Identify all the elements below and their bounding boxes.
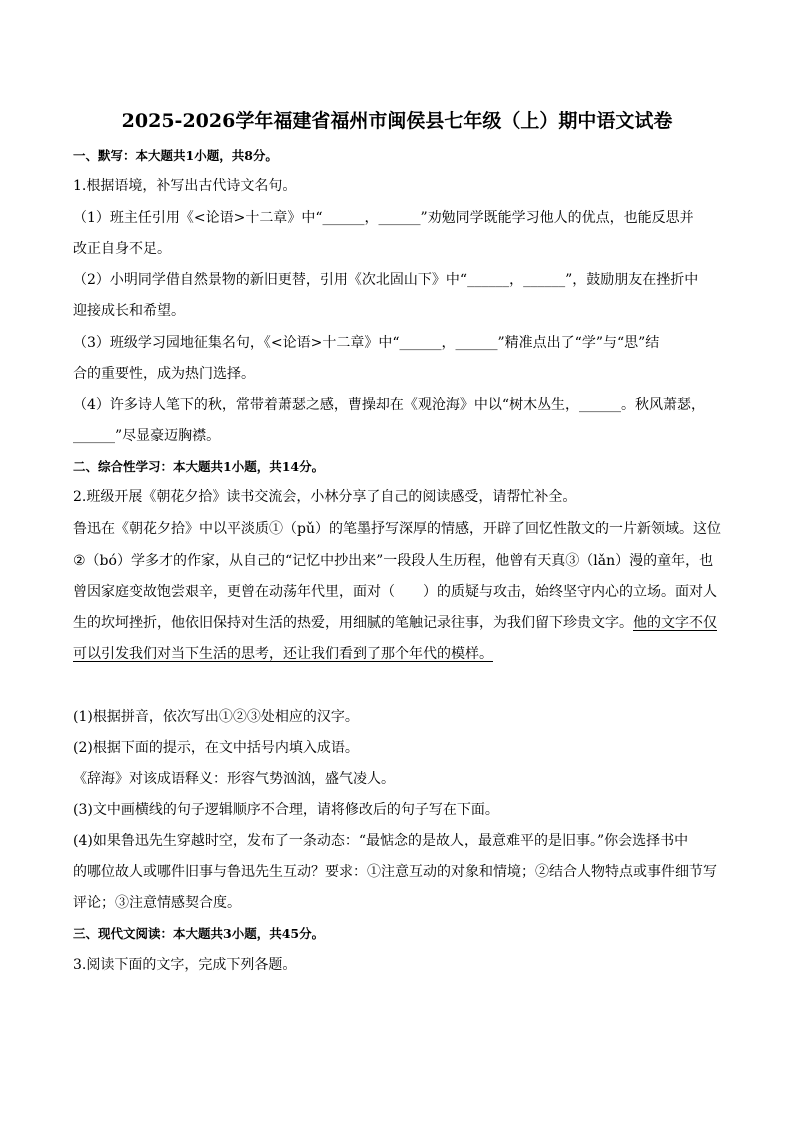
sub-question: (1)根据拼音，依次写出①②③处相应的汉字。 [73,709,359,725]
sub-question: 《辞海》对该成语释义：形容气势汹汹，盛气凌人。 [73,771,395,787]
passage-text: 曾因家庭变故饱尝艰辛，更曾在动荡年代里，面对（ ）的质疑与攻击，始终坚守内心的立场。面对人 [73,584,717,600]
underlined-sentence: 可以引发我们对当下生活的思考，还让我们看到了那个年代的模样。 [73,646,493,662]
question-text: （3）班级学习园地征集名句，《<论语>十二章》中“______，______”精准点出了“学”与“思”结 [73,335,660,351]
question-text: 3.阅读下面的文字，完成下列各题。 [73,957,297,973]
sub-question: 的哪位故人或哪件旧事与鲁迅先生互动？要求：①注意互动的对象和情境；②结合人物特点或事件细节写 [73,864,717,880]
passage-text: 生的坎坷挫折，他依旧保持对生活的热爱，用细腻的笔触记录往事，为我们留下珍贵文字。他的文字不仅 [73,615,717,631]
section-heading: 二、综合性学习：本大题共1小题，共14分。 [73,459,325,474]
question-text: 2.班级开展《朝花夕拾》读书交流会，小林分享了自己的阅读感受，请帮忙补全。 [73,489,577,505]
question-text: 合的重要性，成为热门选择。 [73,366,255,382]
sub-question: 评论；③注意情感契合度。 [73,895,241,911]
sub-question: (4)如果鲁迅先生穿越时空，发布了一条动态：“最惦念的是故人，最意难平的是旧事。”你会选择书中 [73,833,689,849]
question-text: 迎接成长和希望。 [73,303,185,319]
question-text: 1.根据语境，补写出古代诗文名句。 [73,178,297,194]
passage-text: 鲁迅在《朝花夕拾》中以平淡质①（pǔ）的笔墨抒写深厚的情感，开辟了回忆性散文的一片新领域。这位 [73,521,721,537]
passage-text [73,645,723,663]
underlined-sentence: 他的文字不仅 [633,615,717,631]
section-heading: 一、默写：本大题共1小题，共8分。 [73,148,278,163]
question-text: ______”尽显豪迈胸襟。 [73,428,221,444]
sub-question: (2)根据下面的提示，在文中括号内填入成语。 [73,740,359,756]
question-text: （2）小明同学借自然景物的新旧更替，引用《次北固山下》中“______，______”，鼓励朋友在挫折中 [73,272,699,288]
page-title: 2025-2026学年福建省福州市闽侯县七年级（上）期中语文试卷 [121,110,673,132]
question-text: （4）许多诗人笔下的秋，常带着萧瑟之感，曹操却在《观沧海》中以“树木丛生，______。秋风萧瑟， [73,397,706,413]
question-text: 改正自身不足。 [73,241,171,257]
passage-text: ②（bó）学多才的作家，从自己的“记忆中抄出来”一段段人生历程，他曾有天真③（lǎn）漫的童年，也 [73,553,714,569]
section-heading: 三、现代文阅读：本大题共3小题，共45分。 [73,926,325,941]
question-text: （1）班主任引用《<论语>十二章》中“______，______”劝勉同学既能学习他人的优点，也能反思并 [73,210,694,226]
sub-question: (3)文中画横线的句子逻辑顺序不合理，请将修改后的句子写在下面。 [73,802,499,818]
